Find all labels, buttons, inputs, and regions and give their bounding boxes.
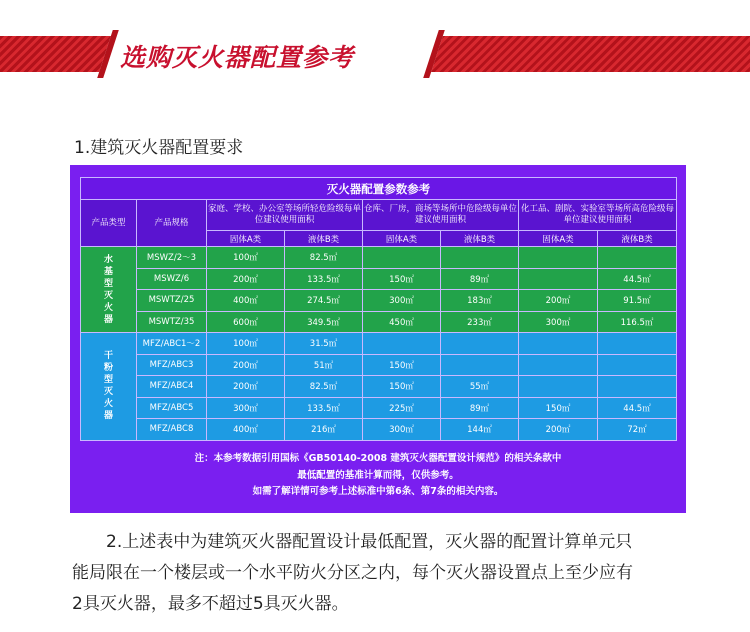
area-value-cell: 200㎡ — [519, 290, 598, 312]
area-value-cell: 300㎡ — [207, 397, 285, 419]
area-value-cell — [598, 247, 677, 269]
area-value-cell: 400㎡ — [207, 419, 285, 441]
table-note — [70, 451, 686, 501]
category-cell: 干 粉 型 灭 火 器 — [81, 333, 137, 441]
table-row — [81, 290, 677, 312]
table-row — [81, 333, 677, 355]
table-row — [81, 397, 677, 419]
table-row — [81, 311, 677, 333]
area-value-cell: 200㎡ — [207, 354, 285, 376]
area-value-cell: 274.5㎡ — [285, 290, 363, 312]
area-value-cell: 349.5㎡ — [285, 311, 363, 333]
area-value-cell — [441, 247, 519, 269]
header-light-hazard: 家庭、学校、办公室等场所轻危险级每单位建议使用面积 — [207, 200, 363, 231]
paragraph-line: 2.上述表中为建筑灭火器配置设计最低配置，灭火器的配置计算单元只 — [106, 532, 633, 552]
water-based-rows — [81, 247, 677, 333]
area-value-cell: 450㎡ — [363, 311, 441, 333]
config-panel — [70, 165, 686, 513]
note-line: 最低配置的基准计算而得，仅供参考。 — [297, 469, 459, 481]
area-value-cell: 400㎡ — [207, 290, 285, 312]
area-value-cell — [363, 247, 441, 269]
area-value-cell — [598, 376, 677, 398]
note-line: 注：本参考数据引用国标《GB50140-2008 建筑灭火器配置设计规范》的相关条款中 — [194, 453, 562, 464]
banner-title: 选购灭火器配置参考 — [120, 43, 355, 72]
area-value-cell: 82.5㎡ — [285, 376, 363, 398]
area-value-cell: 100㎡ — [207, 333, 285, 355]
area-value-cell: 225㎡ — [363, 397, 441, 419]
header-solid-a: 固体A类 — [519, 231, 598, 247]
area-value-cell — [519, 268, 598, 290]
area-value-cell: 44.5㎡ — [598, 268, 677, 290]
header-solid-a: 固体A类 — [207, 231, 285, 247]
area-value-cell: 44.5㎡ — [598, 397, 677, 419]
product-spec-cell: MSWZ/6 — [137, 268, 207, 290]
area-value-cell — [519, 247, 598, 269]
config-table — [80, 177, 677, 441]
area-value-cell — [363, 333, 441, 355]
header-high-hazard: 化工品、剧院、实验室等场所高危险级每单位建议使用面积 — [519, 200, 677, 231]
area-value-cell — [519, 333, 598, 355]
product-spec-cell: MSWTZ/35 — [137, 311, 207, 333]
area-value-cell: 233㎡ — [441, 311, 519, 333]
paragraph-line: 2具灭火器，最多不超过5具灭火器。 — [72, 594, 349, 614]
paragraph-2 — [72, 527, 692, 620]
header-solid-a: 固体A类 — [363, 231, 441, 247]
header-liquid-b: 液体B类 — [598, 231, 677, 247]
table-title: 灭火器配置参数参考 — [81, 178, 677, 200]
area-value-cell: 183㎡ — [441, 290, 519, 312]
area-value-cell: 91.5㎡ — [598, 290, 677, 312]
area-value-cell: 200㎡ — [207, 376, 285, 398]
area-value-cell: 144㎡ — [441, 419, 519, 441]
area-value-cell: 100㎡ — [207, 247, 285, 269]
category-cell: 水 基 型 灭 火 器 — [81, 247, 137, 333]
area-value-cell: 82.5㎡ — [285, 247, 363, 269]
area-value-cell — [598, 354, 677, 376]
table-row — [81, 376, 677, 398]
product-spec-cell: MFZ/ABC4 — [137, 376, 207, 398]
product-spec-cell: MFZ/ABC3 — [137, 354, 207, 376]
area-value-cell: 116.5㎡ — [598, 311, 677, 333]
product-spec-cell: MSWTZ/25 — [137, 290, 207, 312]
area-value-cell: 300㎡ — [363, 290, 441, 312]
area-value-cell: 133.5㎡ — [285, 397, 363, 419]
area-value-cell: 72㎡ — [598, 419, 677, 441]
header-product-type: 产品类型 — [81, 200, 137, 247]
area-value-cell: 89㎡ — [441, 268, 519, 290]
area-value-cell: 51㎡ — [285, 354, 363, 376]
header-medium-hazard: 仓库、厂房，商场等场所中危险级每单位建议使用面积 — [363, 200, 519, 231]
area-value-cell: 150㎡ — [363, 354, 441, 376]
dry-powder-rows — [81, 333, 677, 441]
area-value-cell: 300㎡ — [519, 311, 598, 333]
area-value-cell — [519, 376, 598, 398]
table-row — [81, 268, 677, 290]
area-value-cell: 600㎡ — [207, 311, 285, 333]
area-value-cell: 150㎡ — [363, 268, 441, 290]
product-spec-cell: MFZ/ABC8 — [137, 419, 207, 441]
header-liquid-b: 液体B类 — [285, 231, 363, 247]
area-value-cell: 200㎡ — [519, 419, 598, 441]
table-row — [81, 247, 677, 269]
area-value-cell: 55㎡ — [441, 376, 519, 398]
area-value-cell: 89㎡ — [441, 397, 519, 419]
area-value-cell — [519, 354, 598, 376]
title-banner — [0, 28, 750, 80]
product-spec-cell: MSWZ/2～3 — [137, 247, 207, 269]
product-spec-cell: MFZ/ABC1～2 — [137, 333, 207, 355]
area-value-cell: 133.5㎡ — [285, 268, 363, 290]
area-value-cell — [598, 333, 677, 355]
area-value-cell — [441, 354, 519, 376]
note-line: 如需了解详情可参考上述标准中第6条、第7条的相关内容。 — [252, 486, 504, 497]
area-value-cell: 300㎡ — [363, 419, 441, 441]
area-value-cell: 216㎡ — [285, 419, 363, 441]
area-value-cell — [441, 333, 519, 355]
section1-heading: 1.建筑灭火器配置要求 — [74, 138, 244, 158]
header-product-spec: 产品规格 — [137, 200, 207, 247]
product-spec-cell: MFZ/ABC5 — [137, 397, 207, 419]
header-liquid-b: 液体B类 — [441, 231, 519, 247]
table-row — [81, 354, 677, 376]
area-value-cell: 150㎡ — [519, 397, 598, 419]
area-value-cell: 200㎡ — [207, 268, 285, 290]
paragraph-line: 能局限在一个楼层或一个水平防火分区之内，每个灭火器设置点上至少应有 — [72, 563, 633, 583]
table-row — [81, 419, 677, 441]
area-value-cell: 31.5㎡ — [285, 333, 363, 355]
area-value-cell: 150㎡ — [363, 376, 441, 398]
